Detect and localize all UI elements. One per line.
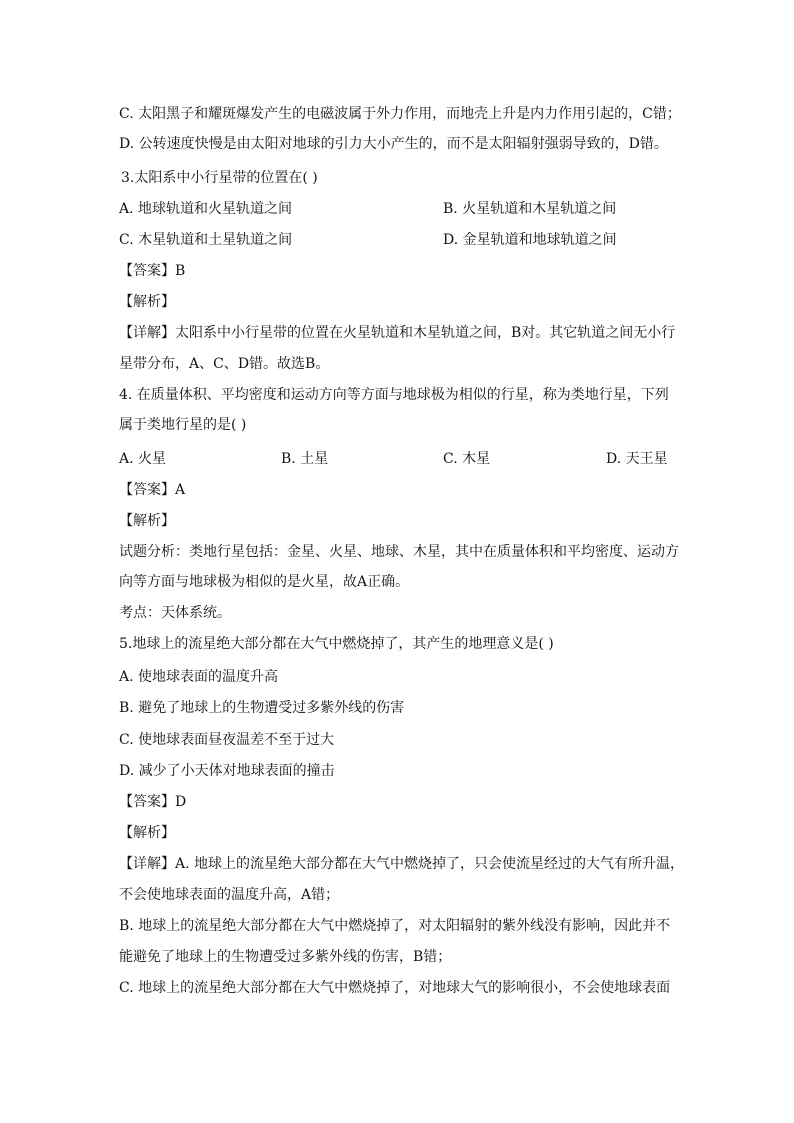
q4-option-a: A. 火星 <box>119 451 167 467</box>
q4-option-b: B. 土星 <box>281 451 329 467</box>
q4-analysis-line-1: 试题分析：类地行星包括：金星、火星、地球、木星，其中在质量体积和平均密度、运动方 <box>119 544 679 560</box>
q3-answer: 【答案】B <box>119 263 186 279</box>
q3-option-a: A. 地球轨道和火星轨道之间 <box>119 201 293 217</box>
q5-detail-a-line-2: 不会使地球表面的温度升高，A错； <box>119 887 340 903</box>
q3-option-d: D. 金星轨道和地球轨道之间 <box>443 232 617 248</box>
q3-option-c: C. 木星轨道和土星轨道之间 <box>119 232 293 248</box>
q3-detail-line-2: 星带分布，A、C、D错。故选B。 <box>119 356 330 372</box>
q5-detail-c-line-1: C. 地球上的流星绝大部分都在大气中燃烧掉了，对地球大气的影响很小，不会使地球表面 <box>119 980 671 996</box>
q3-option-b: B. 火星轨道和木星轨道之间 <box>443 201 617 217</box>
q4-knowledge-point: 考点：天体系统。 <box>119 605 231 621</box>
q5-analysis-label: 【解析】 <box>119 825 175 841</box>
q5-detail-b-line-2: 能避免了地球上的生物遭受过多紫外线的伤害，B错； <box>119 949 452 965</box>
q3-question: 3.太阳系中小行星带的位置在( ) <box>121 170 318 186</box>
q5-option-b: B. 避免了地球上的生物遭受过多紫外线的伤害 <box>119 700 405 716</box>
q3-analysis-label: 【解析】 <box>119 294 175 310</box>
q5-option-c: C. 使地球表面昼夜温差不至于过大 <box>119 732 335 748</box>
q4-question-line-1: 4. 在质量体积、平均密度和运动方向等方面与地球极为相似的行星，称为类地行星，下列 <box>119 387 669 403</box>
q4-option-c: C. 木星 <box>443 451 491 467</box>
q5-option-d: D. 减少了小天体对地球表面的撞击 <box>119 763 335 779</box>
q4-analysis-label: 【解析】 <box>119 513 175 529</box>
q4-answer: 【答案】A <box>119 482 186 498</box>
q2-option-d-explanation: D. 公转速度快慢是由太阳对地球的引力大小产生的，而不是太阳辐射强弱导致的，D错。 <box>119 136 668 152</box>
q5-detail-a-line-1: 【详解】A. 地球上的流星绝大部分都在大气中燃烧掉了，只会使流星经过的大气有所升温， <box>119 856 685 872</box>
q4-analysis-line-2: 向等方面与地球极为相似的是火星，故A正确。 <box>119 574 410 590</box>
q2-option-c-explanation: C. 太阳黑子和耀斑爆发产生的电磁波属于外力作用，而地壳上升是内力作用引起的，C错； <box>119 106 681 122</box>
q5-answer: 【答案】D <box>119 794 187 810</box>
q5-option-a: A. 使地球表面的温度升高 <box>119 669 279 685</box>
q3-detail-line-1: 【详解】太阳系中小行星带的位置在火星轨道和木星轨道之间，B对。其它轨道之间无小行 <box>119 325 676 341</box>
q4-question-line-2: 属于类地行星的是( ) <box>119 417 247 433</box>
q4-option-d: D. 天王星 <box>606 451 668 467</box>
q5-detail-b-line-1: B. 地球上的流星绝大部分都在大气中燃烧掉了，对太阳辐射的紫外线没有影响，因此并不 <box>119 918 671 934</box>
q5-question: 5.地球上的流星绝大部分都在大气中燃烧掉了，其产生的地理意义是( ) <box>119 636 554 652</box>
